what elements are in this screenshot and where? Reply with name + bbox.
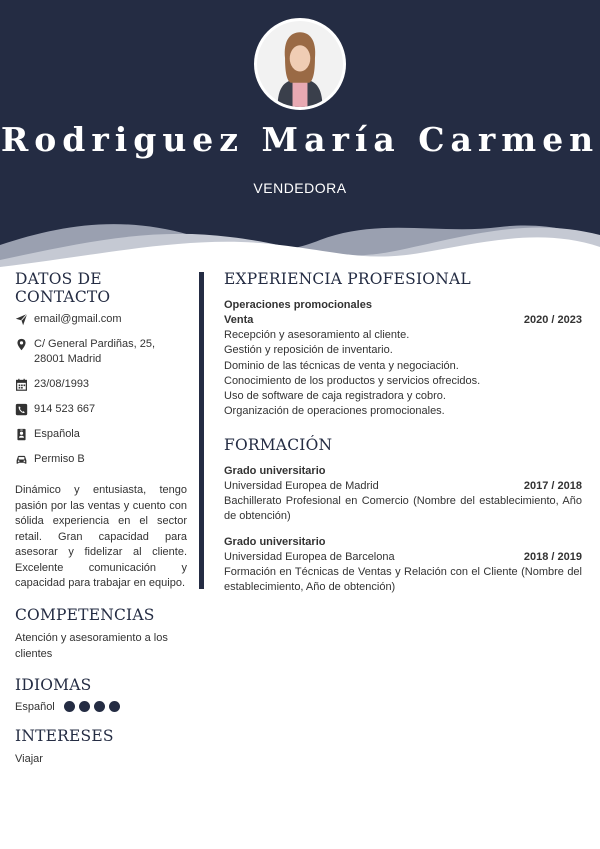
wave-decoration xyxy=(0,205,600,275)
duty-item: Recepción y asesoramiento al cliente. xyxy=(224,329,410,341)
education-entry xyxy=(224,464,582,525)
profile-summary: Dinámico y entusiasta, tengo pasión por las ventas y cuento con sólida experiencia en el sector retail. Gran capacidad para asesorar y fidelizar al cliente. Excelente comunicación y capacidad para trabajar en equipo. xyxy=(15,484,187,589)
contact-phone[interactable] xyxy=(15,402,187,417)
languages-section xyxy=(15,676,187,713)
duty-item: Organización de operaciones promocionales. xyxy=(224,405,445,418)
experience-company: Venta xyxy=(224,314,254,326)
education-degree: Grado universitario xyxy=(224,464,326,477)
duty-item: Dominio de las técnicas de venta y negociación. xyxy=(224,359,459,372)
language-level-dot xyxy=(64,701,75,712)
languages-heading: IDIOMAS xyxy=(15,675,92,694)
contact-license xyxy=(15,452,187,467)
duty-item: Gestión y reposición de inventario. xyxy=(224,344,393,357)
experience-dates: 2020 / 2023 xyxy=(523,314,582,326)
nationality-text: Española xyxy=(34,428,80,440)
interests-heading: INTERESES xyxy=(15,726,114,745)
phone-icon xyxy=(15,403,28,416)
education-degree: Grado universitario xyxy=(224,535,326,548)
duty-item: Conocimiento de los productos y servicios ofrecidos. xyxy=(224,374,481,387)
language-level xyxy=(60,701,120,712)
license-text: Permiso B xyxy=(34,453,85,465)
contact-address xyxy=(15,337,187,367)
email-text: email@gmail.com xyxy=(34,313,122,325)
paper-plane-icon xyxy=(15,313,28,326)
education-heading: FORMACIÓN xyxy=(224,435,333,454)
car-icon xyxy=(15,453,28,466)
map-pin-icon xyxy=(15,338,28,351)
experience-header xyxy=(224,313,582,328)
column-divider xyxy=(199,272,204,589)
education-school: Universidad Europea de Barcelona xyxy=(224,550,395,563)
language-item xyxy=(15,701,187,713)
language-level-dot xyxy=(79,701,90,712)
address-text: C/ General Pardiñas, 25, 28001 Madrid xyxy=(34,338,156,365)
skills-text: Atención y asesoramiento a los clientes xyxy=(15,631,168,660)
education-description: Bachillerato Profesional en Comercio (Nombre del establecimiento, Año de obtención) xyxy=(224,494,582,523)
profile-photo xyxy=(254,18,346,110)
calendar-icon xyxy=(15,378,28,391)
education-school: Universidad Europea de Madrid xyxy=(224,479,379,492)
language-level-dot xyxy=(109,701,120,712)
phone-text: 914 523 667 xyxy=(34,403,96,415)
contact-nationality xyxy=(15,427,187,442)
skills-heading: COMPETENCIAS xyxy=(15,605,155,624)
education-header xyxy=(224,550,582,565)
contact-heading: DATOS DE CONTACTO xyxy=(15,270,111,306)
duty-item: Uso de software de caja registradora y cobro. xyxy=(224,390,446,403)
education-header xyxy=(224,479,582,494)
experience-entry xyxy=(224,298,582,420)
experience-title: Operaciones promocionales xyxy=(224,299,372,311)
education-dates: 2017 / 2018 xyxy=(523,479,582,492)
left-column xyxy=(15,270,187,767)
education-description: Formación en Técnicas de Ventas y Relación con el Cliente (Nombre del establecimiento, Año de obtención) xyxy=(224,565,582,594)
interests-text: Viajar xyxy=(15,752,43,765)
experience-heading: EXPERIENCIA PROFESIONAL xyxy=(224,270,471,288)
right-column xyxy=(224,270,582,606)
experience-duties xyxy=(224,328,582,420)
language-name: Español xyxy=(15,700,55,713)
language-level-dot xyxy=(94,701,105,712)
education-entry xyxy=(224,535,582,596)
education-dates: 2018 / 2019 xyxy=(523,550,582,563)
interests-section xyxy=(15,727,187,767)
contact-birthdate xyxy=(15,377,187,392)
skills-section xyxy=(15,606,187,662)
id-badge-icon xyxy=(15,428,28,441)
contact-email[interactable] xyxy=(15,312,187,327)
job-title: VENDEDORA xyxy=(253,180,347,196)
birthdate-text: 23/08/1993 xyxy=(34,378,90,390)
candidate-name: Rodriguez María Carmen xyxy=(0,120,600,159)
